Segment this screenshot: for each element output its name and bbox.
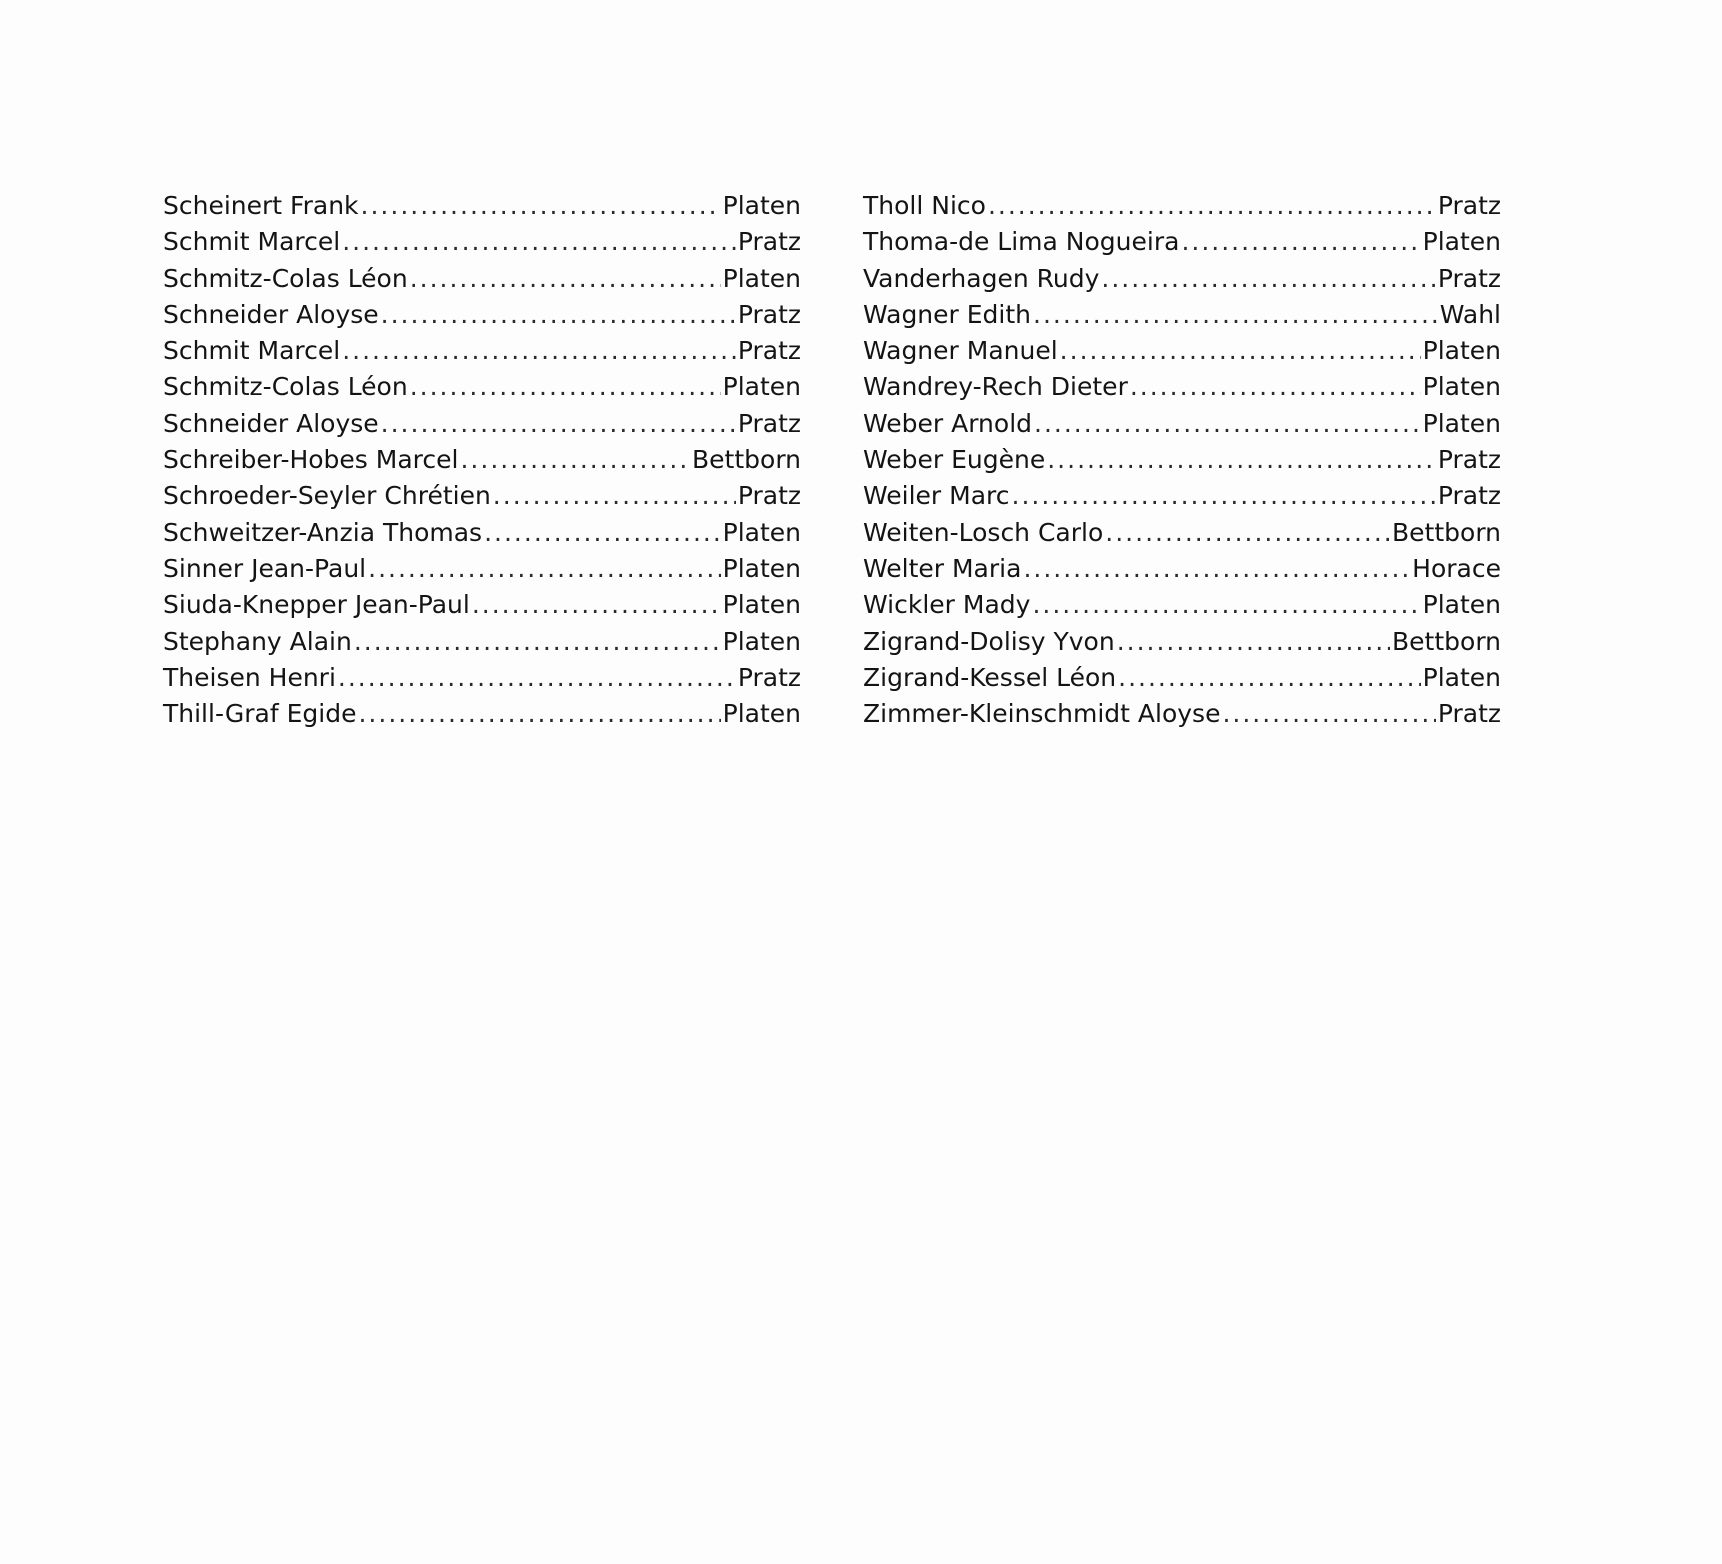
place-name: Platen — [722, 191, 801, 220]
list-item — [863, 624, 1501, 660]
dot-leader — [354, 624, 721, 660]
list-item — [863, 406, 1501, 442]
list-item — [863, 333, 1501, 369]
dot-leader — [1033, 297, 1438, 333]
place-name: Platen — [1422, 408, 1501, 438]
place-name: Pratz — [1437, 263, 1501, 293]
dot-leader — [1181, 224, 1420, 260]
person-name: Thoma-de Lima Nogueira — [863, 227, 1180, 257]
list-item — [863, 587, 1501, 623]
dot-leader — [368, 551, 721, 587]
place-name: Pratz — [737, 662, 801, 692]
dot-leader — [484, 515, 721, 551]
place-name: Bettborn — [1392, 626, 1501, 656]
person-name: Weber Arnold — [863, 408, 1033, 438]
dot-leader — [410, 369, 721, 405]
person-name: Vanderhagen Rudy — [863, 263, 1100, 293]
place-name: Pratz — [1437, 481, 1501, 511]
list-item — [863, 261, 1501, 297]
place-name: Pratz — [737, 227, 801, 257]
person-name: Schroeder-Seyler Chrétien — [163, 481, 491, 511]
list-item — [163, 333, 801, 369]
place-name: Pratz — [1437, 191, 1501, 220]
person-name: Theisen Henri — [163, 662, 336, 692]
person-name: Siuda-Knepper Jean-Paul — [163, 590, 470, 620]
place-name: Platen — [1422, 227, 1501, 257]
dot-leader — [1105, 515, 1390, 551]
list-item — [163, 406, 801, 442]
list-item — [163, 515, 801, 551]
person-name: Zimmer-Kleinschmidt Aloyse — [863, 699, 1221, 729]
person-name: Schmit Marcel — [163, 336, 341, 366]
list-item — [863, 297, 1501, 333]
person-name: Zigrand-Kessel Léon — [863, 662, 1117, 692]
person-name: Schneider Aloyse — [163, 299, 379, 329]
place-name: Pratz — [737, 299, 801, 329]
list-item — [863, 442, 1501, 478]
person-name: Schreiber-Hobes Marcel — [163, 445, 459, 475]
dot-leader — [1032, 587, 1420, 623]
place-name: Platen — [1422, 336, 1501, 366]
dot-leader — [1012, 478, 1436, 514]
person-name: Wandrey-Rech Dieter — [863, 372, 1128, 402]
list-item — [163, 624, 801, 660]
person-name: Schmitz-Colas Léon — [163, 372, 408, 402]
place-name: Horace — [1412, 553, 1501, 583]
dot-leader — [1101, 261, 1435, 297]
place-name: Platen — [1422, 590, 1501, 620]
list-item — [163, 551, 801, 587]
list-item — [863, 696, 1501, 732]
dot-leader — [1118, 660, 1420, 696]
person-name: Wagner Edith — [863, 299, 1032, 329]
person-name: Schmit Marcel — [163, 227, 341, 257]
place-name: Wahl — [1439, 299, 1501, 329]
dot-leader — [1222, 696, 1435, 732]
list-item — [163, 224, 801, 260]
dot-leader — [342, 224, 736, 260]
person-name: Stephany Alain — [163, 626, 352, 656]
dot-leader — [472, 587, 721, 623]
place-name: Platen — [722, 626, 801, 656]
list-item — [863, 551, 1501, 587]
place-name: Pratz — [1437, 699, 1501, 729]
person-name: Wickler Mady — [863, 590, 1031, 620]
list-item — [863, 660, 1501, 696]
dot-leader — [1023, 551, 1410, 587]
dot-leader — [358, 696, 720, 732]
left-name-column — [163, 188, 801, 732]
dot-leader — [1060, 333, 1421, 369]
right-name-column — [863, 188, 1501, 732]
person-name: Weiten-Losch Carlo — [863, 517, 1104, 547]
place-name: Platen — [722, 263, 801, 293]
dot-leader — [361, 188, 721, 224]
person-name: Schneider Aloyse — [163, 408, 379, 438]
dot-leader — [1034, 406, 1421, 442]
dot-leader — [1117, 624, 1390, 660]
person-name: Weber Eugène — [863, 445, 1046, 475]
place-name: Platen — [722, 517, 801, 547]
place-name: Platen — [1422, 662, 1501, 692]
dot-leader — [410, 261, 721, 297]
person-name: Schmitz-Colas Léon — [163, 263, 408, 293]
person-name: Sinner Jean-Paul — [163, 553, 367, 583]
person-name: Welter Maria — [863, 553, 1022, 583]
place-name: Platen — [722, 372, 801, 402]
place-name: Platen — [722, 553, 801, 583]
list-item — [863, 224, 1501, 260]
place-name: Platen — [1422, 372, 1501, 402]
place-name: Pratz — [737, 336, 801, 366]
place-name: Pratz — [737, 481, 801, 511]
list-item — [163, 660, 801, 696]
place-name: Bettborn — [1392, 517, 1501, 547]
person-name: Scheinert Frank — [163, 191, 359, 220]
list-item — [863, 369, 1501, 405]
dot-leader — [338, 660, 736, 696]
list-item — [163, 587, 801, 623]
place-name: Platen — [722, 590, 801, 620]
person-name: Tholl Nico — [863, 191, 986, 220]
list-item — [863, 478, 1501, 514]
place-name: Bettborn — [692, 445, 801, 475]
list-item — [163, 188, 801, 224]
dot-leader — [381, 406, 736, 442]
list-item — [163, 297, 801, 333]
dot-leader — [381, 297, 736, 333]
person-name: Zigrand-Dolisy Yvon — [863, 626, 1115, 656]
dot-leader — [1130, 369, 1421, 405]
list-item — [163, 261, 801, 297]
list-item — [163, 442, 801, 478]
list-item — [163, 369, 801, 405]
list-item — [863, 515, 1501, 551]
person-name: Thill-Graf Egide — [163, 699, 357, 729]
person-name: Wagner Manuel — [863, 336, 1058, 366]
dot-leader — [342, 333, 736, 369]
list-item — [863, 188, 1501, 224]
place-name: Pratz — [737, 408, 801, 438]
dot-leader — [460, 442, 690, 478]
dot-leader — [988, 188, 1436, 224]
place-name: Pratz — [1437, 445, 1501, 475]
person-name: Schweitzer-Anzia Thomas — [163, 517, 483, 547]
person-name: Weiler Marc — [863, 481, 1010, 511]
dot-leader — [493, 478, 736, 514]
dot-leader — [1047, 442, 1436, 478]
list-item — [163, 696, 801, 732]
place-name: Platen — [722, 699, 801, 729]
list-item — [163, 478, 801, 514]
